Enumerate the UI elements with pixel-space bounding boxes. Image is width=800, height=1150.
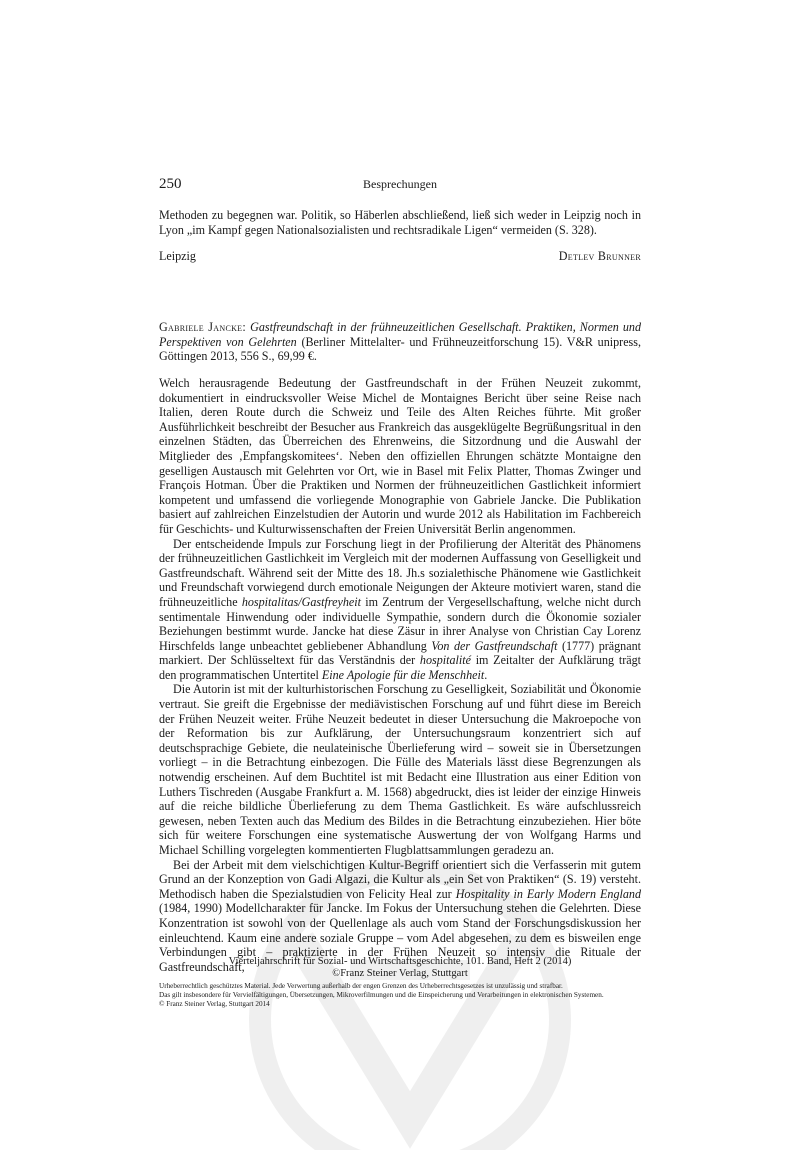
book-title: Gastfreundschaft in der frühneuzeitlichen Gesellschaft. Praktiken, Normen und Perspektiven von Gelehrten: [159, 320, 642, 349]
paragraph-1: Welch herausragende Bedeutung der Gastfreundschaft in der Frühen Neuzeit zukommt, dokumentiert in eindrucksvoller Weise Michel de Montaignes Bericht über seine Reise nach Italien, deren Route durch die Schweiz und Teile des Alten Reiches führte. Mit großer Ausführlichkeit beschreibt der Besucher aus Frankreich das ausgeklügelte Begrüßungsritual in den einzelnen Städten, das Überreichen des Ehrenweins, die Sitzordnung und die Auswahl der Mitglieder des ‚Empfangskomitees‘. Neben den offiziellen Ehrungen schätzte Montaigne den geselligen Austausch mit Gelehrten vor Ort, wie in Basel mit Felix Platter, Thomas Zwinger und François Hotman. Über die Praktiken und Normen der frühneuzeitlichen Gastlichkeit informiert kompetent und umfassend die vorliegende Monographie von Gabriele Jancke. Die Publikation basiert auf zahlreichen Einzelstudien der Autorin und wurde 2012 als Habilitation im Fachbereich für Geschichts- und Kulturwissenschaften der Freien Universität Berlin angenommen.: [159, 376, 641, 536]
paragraph-3: Die Autorin ist mit der kulturhistorischen Forschung zu Geselligkeit, Soziabilität und Ökonomie vertraut. Sie greift die Ergebnisse der mediävistischen Forschung auf und führt diese im Bereich der Frühen Neuzeit weiter. Frühe Neuzeit bedeutet in dieser Untersuchung die Makroepoche von der Reformation bis zur Aufklärung, der Untersuchungsraum konzentriert sich auf deutschsprachige Gebiete, die neulateinische Überlieferung wird – soweit sie in Übersetzungen vorliegt – in die Betrachtung einbezogen. Die Fülle des Materials lässt diese Begrenzungen als notwendig erscheinen. Auf dem Buchtitel ist mit Bedacht eine Illustration aus einer Edition von Luthers Tischreden (Ausgabe Frankfurt a. M. 1568) abgedruckt, dies ist leider der einzige Hinweis auf die reiche bildliche Überlieferung zu dem Thema Gastlichkeit. Es wäre aufschlussreich gewesen, neben Texten auch das Medium des Bildes in die Betrachtung einzubeziehen. Hier böte sich für weitere Forschungen eine systematische Auswertung der von Wolfgang Harms und Michael Schilling vorgelegten kommentierten Flugblattsammlungen geradezu an.: [159, 682, 641, 857]
copyright-line-1: Urheberrechtlich geschütztes Material. Jede Verwertung außerhalb der engen Grenzen des Urheberrechtsgesetzes ist unzulässig und strafbar.: [159, 982, 563, 990]
review-body: [159, 376, 641, 974]
copyright-notice: [159, 982, 641, 1010]
copyright-line-2: Das gilt insbesondere für Vervielfältigungen, Übersetzungen, Mikroverfilmungen und die Einspeicherung und Verarbeitungen in elektronischen Systemen.: [159, 991, 604, 1000]
paragraph-4: Bei der Arbeit mit dem vielschichtigen Kultur-Begriff orientiert sich die Verfasserin mit gutem Grund an der Konzeption von Gadi Algazi, die Kultur als „ein Set von Praktiken“ (S. 19) versteht. Methodisch haben die Spezialstudien von Felicity Heal zur Hospitality in Early Modern England (1984, 1990) Modellcharakter für Jancke. Im Fokus der Untersuchung stehen die Gelehrten. Diese Konzentration ist sowohl von der Quellenlage als auch vom Stand der Forschungsdiskussion her einleuchtend. Kaum eine andere soziale Gruppe – vom Adel abgesehen, zu dem es bisweilen enge Verbindungen gibt – praktizierte in der Frühen Neuzeit so intensiv die Rituale der Gastfreundschaft,: [159, 857, 642, 974]
publisher-line: ©Franz Steiner Verlag, Stuttgart: [332, 968, 468, 979]
reviewer-city: Leipzig: [159, 249, 196, 263]
page-header: [159, 176, 641, 196]
book-details: (Berliner Mittelalter- und Frühneuzeitforschung 15). V&R unipress, Göttingen 2013, 556 S., 69,99 €.: [159, 334, 641, 364]
previous-review-signature: [159, 249, 641, 265]
paragraph-2: Der entscheidende Impuls zur Forschung liegt in der Profilierung der Alterität des Phänomens der frühneuzeitlichen Gastlichkeit im Vergleich mit der modernen Auffassung von Geselligkeit und Gastfreundschaft. Während seit der Mitte des 18. Jh.s sozialethische Phänomene wie Gastlichkeit und Freundschaft vorwiegend durch emotionale Neigungen der Akteure motiviert waren, stand die frühneuzeitliche hospitalitas/Gastfreyheit im Zentrum der Vergesellschaftung, welche nicht durch sentimentale Hinwendung oder individuelle Sympathie, sondern durch die Ökonomie sozialer Beziehungen bestimmt wurde. Jancke hat diese Zäsur in ihrer Analyse von Christian Cay Lorenz Hirschfelds lange unbeachtet gebliebener Abhandlung Von der Gastfreundschaft (1777) prägnant markiert. Der Schlüsseltext für das Verständnis der hospitalité im Zeitalter der Aufklärung trägt den programmatischen Untertitel Eine Apologie für die Menschheit.: [159, 536, 641, 682]
book-author: Gabriele Jancke:: [159, 320, 247, 334]
previous-review-ending: Methoden zu begegnen war. Politik, so Häberlen abschließend, ließ sich weder in Leipzig noch in Lyon „im Kampf gegen Nationalsozialisten und rechtsradikale Ligen“ vermeiden (S. 328).: [159, 208, 641, 237]
copyright-line-3: © Franz Steiner Verlag, Stuttgart 2014: [159, 1000, 270, 1009]
bibliographic-entry: [159, 320, 641, 364]
running-title: Besprechungen: [363, 177, 437, 191]
reviewer-name: Detlev Brunner: [558, 249, 641, 263]
journal-footer: [159, 956, 641, 980]
page-number: 250: [159, 176, 182, 192]
journal-citation: Vierteljahrschrift für Sozial- und Wirtschaftsgeschichte, 101. Band, Heft 2 (2014): [228, 956, 572, 967]
